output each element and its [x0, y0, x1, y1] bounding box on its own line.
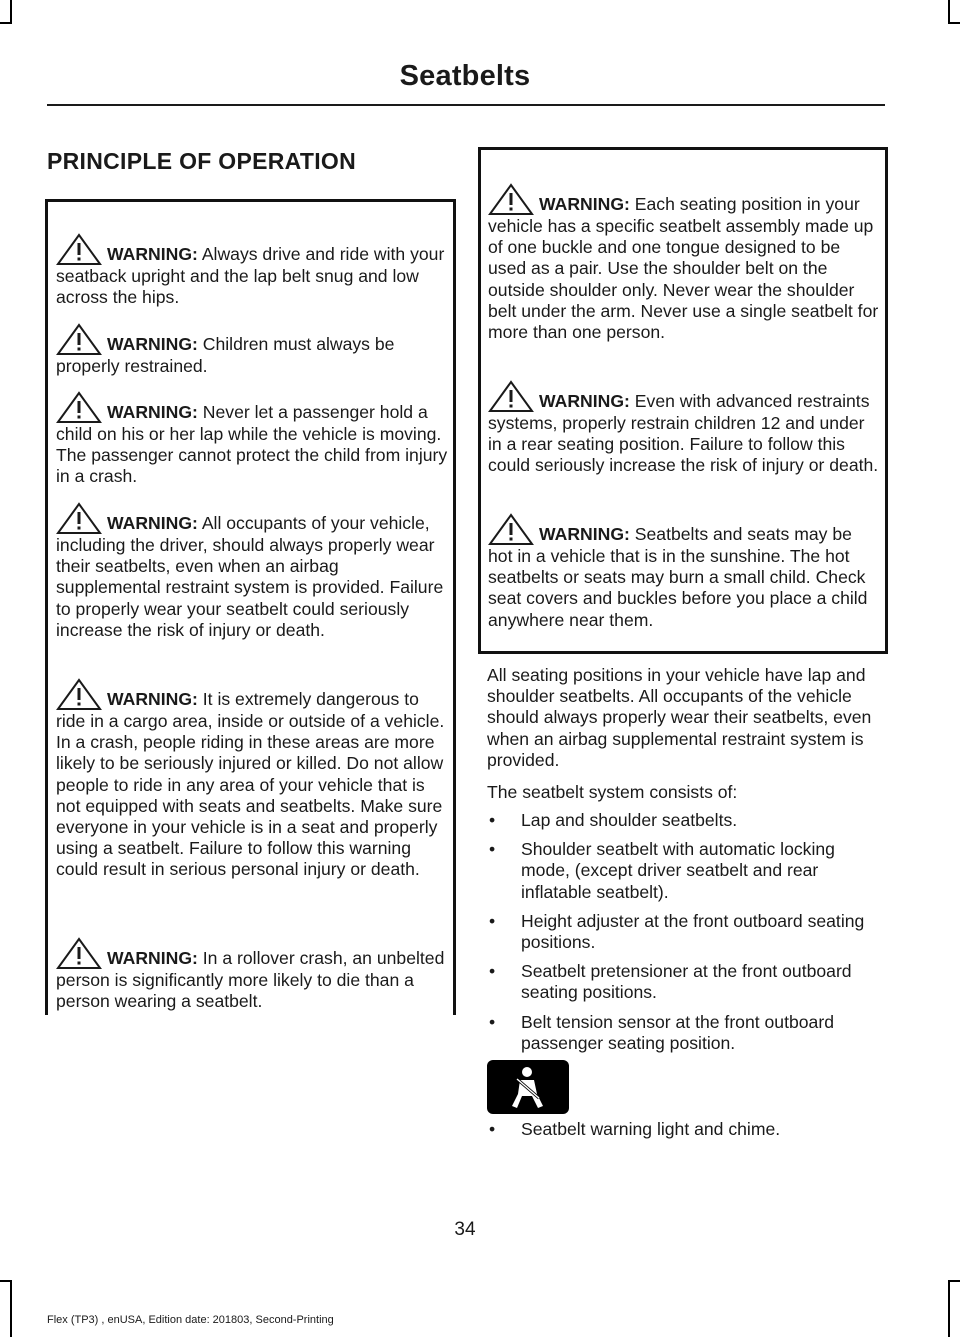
warning-triangle-icon	[56, 937, 102, 970]
edition-footer: Flex (TP3) , enUSA, Edition date: 201803, Second-Printing	[47, 1314, 334, 1326]
warning-triangle-icon	[488, 380, 534, 413]
warning-text: It is extremely dangerous to ride in a cargo area, inside or outside of a vehicle. In a crash, people riding in these areas are more likely to be seriously injured or killed. Do not allow people to ride in any area of your vehicle that is not equipped with seats and seatbelts. Make sure everyone in your vehicle is in a seat and properly using a seatbelt. Failure to follow this warning could result in serious personal injury or death.	[56, 689, 445, 880]
warning-text: Children must always be properly restrained.	[56, 334, 395, 376]
crop-mark	[948, 0, 950, 22]
warning-label: WARNING:	[107, 334, 198, 354]
list-item-text: Seatbelt pretensioner at the front outboard seating positions.	[521, 961, 852, 1003]
bullet-glyph: •	[489, 961, 496, 982]
warning-triangle-icon	[56, 678, 102, 711]
warning-label: WARNING:	[107, 513, 198, 533]
crop-mark	[0, 1280, 12, 1282]
warning-item	[56, 678, 448, 881]
bullet-glyph: •	[489, 810, 496, 830]
section-heading: PRINCIPLE OF OPERATION	[47, 148, 357, 174]
crop-mark	[10, 0, 12, 22]
seatbelt-warning-light-icon	[487, 1060, 569, 1114]
bullet-glyph: •	[489, 1011, 496, 1032]
crop-mark	[0, 22, 12, 24]
warning-item	[488, 513, 880, 631]
warning-label: WARNING:	[539, 524, 630, 544]
list-item	[487, 1012, 887, 1054]
crop-mark	[948, 1280, 960, 1282]
warning-label: WARNING:	[107, 402, 198, 422]
warning-label: WARNING:	[107, 948, 198, 968]
crop-mark	[10, 1280, 12, 1337]
list-item-text: Shoulder seatbelt with automatic locking mode, (except driver seatbelt and rear inflatable seatbelt).	[521, 839, 835, 902]
bullet-glyph: •	[489, 1119, 496, 1139]
warning-label: WARNING:	[107, 244, 198, 264]
list-item	[487, 810, 887, 831]
list-item-text: Lap and shoulder seatbelts.	[521, 810, 738, 830]
list-item-text: Height adjuster at the front outboard seating positions.	[521, 910, 865, 953]
warning-text: Never let a passenger hold a child on his or her lap while the vehicle is moving. The passenger cannot protect the child from injury in a crash.	[56, 402, 448, 487]
warning-triangle-icon	[488, 183, 534, 216]
warning-triangle-icon	[488, 513, 534, 546]
warning-item	[56, 233, 448, 308]
list-item	[487, 839, 887, 903]
list-item	[487, 961, 887, 1003]
warning-triangle-icon	[56, 233, 102, 266]
warning-label: WARNING:	[539, 391, 630, 411]
warning-item	[56, 391, 448, 488]
page-title: Seatbelts	[399, 60, 531, 92]
list-item	[487, 1119, 887, 1140]
warning-item	[56, 323, 448, 377]
system-components-list	[487, 810, 887, 1062]
warning-triangle-icon	[56, 391, 102, 424]
list-item-text: Seatbelt warning light and chime.	[521, 1119, 781, 1139]
warning-triangle-icon	[56, 502, 102, 535]
crop-mark	[948, 22, 960, 24]
warning-triangle-icon	[56, 323, 102, 356]
header-divider	[47, 104, 885, 106]
system-intro-paragraph: The seatbelt system consists of:	[487, 782, 738, 802]
warning-light-list	[487, 1119, 887, 1148]
warning-text: Always drive and ride with your seatback upright and the lap belt snug and low across the hips.	[56, 244, 445, 308]
warning-label: WARNING:	[539, 194, 630, 214]
warning-text: In a rollover crash, an unbelted person is significantly more likely to die than a person wearing a seatbelt.	[56, 948, 445, 1012]
warning-text: Even with advanced restraints systems, properly restrain children 12 and under in a rear seating position. Failure to follow this could seriously increase the risk of injury or death.	[488, 391, 879, 476]
bullet-glyph: •	[489, 839, 496, 860]
crop-mark	[948, 1280, 950, 1337]
list-item-text: Belt tension sensor at the front outboard passenger seating position.	[521, 1011, 834, 1053]
list-item	[487, 911, 887, 953]
warning-text: All occupants of your vehicle, including the driver, should always properly wear their seatbelts, even when an airbag supplemental restraint system is provided. Failure to properly wear your seatbelt could seriously increase the risk of injury or death.	[56, 513, 444, 640]
intro-paragraph: All seating positions in your vehicle have lap and shoulder seatbelts. All occupants of the vehicle should always properly wear their seatbelts, even when an airbag supplemental restraint system is provided.	[487, 665, 872, 770]
page-number: 34	[454, 1219, 476, 1240]
bullet-glyph: •	[489, 910, 496, 931]
warning-text: Seatbelts and seats may be hot in a vehicle that is in the sunshine. The hot seatbelts or seats may burn a small child. Check seat covers and buckles before you place a child anywhere near them.	[488, 524, 868, 630]
warning-text: Each seating position in your vehicle has a specific seatbelt assembly made up of one buckle and one tongue designed to be used as a pair. Use the shoulder belt on the outside shoulder only. Never wear the shoulder belt under the arm. Never use a single seatbelt for more than one person.	[488, 194, 879, 343]
warning-label: WARNING:	[107, 689, 198, 709]
warning-item	[56, 502, 448, 641]
warning-item	[56, 937, 448, 1012]
warning-item	[488, 380, 880, 477]
warning-item	[488, 183, 880, 343]
